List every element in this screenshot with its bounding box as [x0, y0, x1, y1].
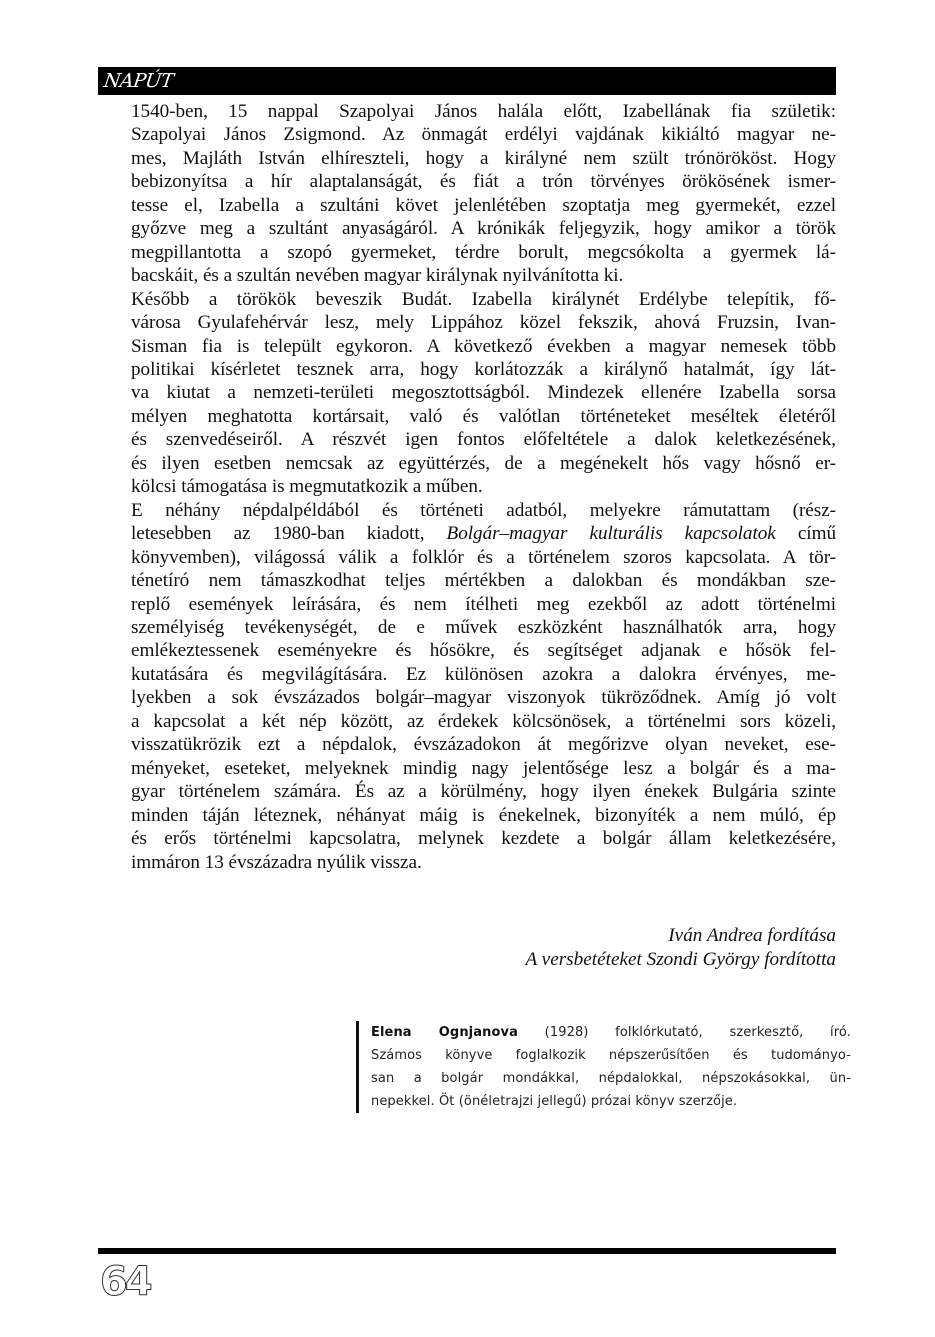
text-line: Szapolyai János Zsigmond. Az önmagát erdélyi vajdának kikiáltó magyar ne-: [131, 124, 836, 146]
paragraph-2: [98, 288, 836, 499]
text-line: visszatükrözik ezt a népdalok, évszázadokon át megőrizve olyan neveket, ese-: [131, 734, 836, 756]
text-line: bacskáit, és a szultán nevében magyar királynak nyilvánította ki.: [131, 265, 624, 287]
text-fragment: című: [775, 523, 836, 545]
text-line: a kapcsolat a két nép között, az érdekek kölcsönösek, a történelmi sors közeli,: [131, 710, 836, 732]
footer-rule: [98, 1248, 836, 1254]
text-line: immáron 13 évszázadra nyúlik vissza.: [131, 851, 422, 873]
bio-line: nepekkel. Öt (önéletrajzi jellegű) prózai könyv szerzője.: [371, 1094, 738, 1109]
text-line: gyar történelem számára. És az a körülmény, hogy ilyen énekek Bulgária szinte: [131, 781, 836, 803]
text-line: tesse el, Izabella a szultáni követ jelenlétében szoptatja meg gyermekét, ezzel: [131, 194, 836, 216]
text-line: bebizonyítsa a hír alaptalanságát, és fiát a trón törvényes örökösének ismer-: [131, 171, 836, 193]
bio-line: [371, 1021, 851, 1044]
text-line: ténetíró nem támaszkodhat teljes mértékben a dalokban és mondákban sze-: [131, 570, 836, 592]
text-line: Sisman fia is települt egykoron. A következő években a magyar nemesek több: [131, 335, 836, 357]
text-line: E néhány népdalpéldából és történeti adatból, melyekre rámutattam (rész-: [131, 499, 836, 521]
text-line: minden táján léteznek, néhányat máig is énekelnek, bizonyíték a nem múló, ép: [131, 804, 836, 826]
text-line: emlékeztessenek eseményekre és hősökre, és segítséget adjanak e hősök fel-: [131, 640, 836, 662]
text-line: mélyen meghatotta kortársait, való és valótlan történeteket meséltek életéről: [131, 405, 836, 427]
text-line: és szenvedéseiről. A részvét igen fontos előfeltétele a dalok keletkezésének,: [131, 429, 836, 451]
text-line: ményeket, eseteket, melyeknek mindig nagy jelentősége lesz a bolgár és a ma-: [131, 757, 836, 779]
text-line: lyekben a sok évszázados bolgár–magyar viszonyok tükröződnek. Amíg jó volt: [131, 687, 836, 709]
text-line: személyiség tevékenységét, de e művek eszközként használhatók arra, hogy: [131, 616, 836, 638]
bio-text: (1928) folklórkutató, szerkesztő, író.: [517, 1025, 851, 1040]
journal-header-bar: [98, 67, 836, 95]
text-line: könyvemben), világossá válik a folklór és a történelem szoros kapcsolata. A tör-: [131, 546, 836, 568]
book-title: Bolgár–magyar kulturális kapcsolatok: [446, 523, 776, 545]
text-line: va kiutat a nemzeti-területi megosztottságból. Mindezek ellenére Izabella sorsa: [131, 382, 836, 404]
text-line-with-title: [98, 522, 836, 545]
text-line: és erős történelmi kapcsolatra, melynek kezdete a bolgár állam keletkezésére,: [131, 828, 836, 850]
journal-logo: NAPÚT: [102, 70, 175, 92]
article-body: [98, 100, 836, 874]
bio-line: san a bolgár mondákkal, népdalokkal, népszokásokkal, ün-: [371, 1071, 851, 1086]
text-line: mes, Majláth István elhíreszteli, hogy a királyné nem szült trónörököst. Hogy: [131, 147, 836, 169]
paragraph-3: [98, 499, 836, 874]
bio-line: Számos könyve foglalkozik népszerűsítően és tudományo-: [371, 1048, 851, 1063]
translator-credit: Iván Andrea fordítása: [668, 925, 836, 946]
paragraph-1: [98, 100, 836, 288]
author-name: Elena Ognjanova: [371, 1025, 518, 1040]
verse-translator-credit: A versbetéteket Szondi György fordította: [525, 949, 836, 970]
text-line: kutatására és megvilágítására. Ez különösen azokra a dalokra érvényes, me-: [131, 663, 836, 685]
author-bio: [356, 1021, 851, 1113]
text-line: városa Gyulafehérvár lesz, mely Lippához közel fekszik, ahová Fruzsin, Ivan-: [131, 312, 836, 334]
text-line: megpillantotta a szopó gyermeket, térdre borult, megcsókolta a gyermek lá-: [131, 241, 836, 263]
text-line: 1540-ben, 15 nappal Szapolyai János halála előtt, Izabellának fia születik:: [131, 101, 836, 122]
translation-credits: [526, 924, 836, 972]
text-line: Később a törökök beveszik Budát. Izabella királynét Erdélybe telepítik, fő-: [131, 288, 836, 310]
text-line: replő események leírására, és nem ítélheti meg ezekből az adott történelmi: [131, 593, 836, 615]
page-number: 64: [100, 1259, 150, 1305]
text-line: győzve meg a szultánt anyaságáról. A krónikák feljegyzik, hogy amikor a török: [131, 218, 836, 240]
text-fragment: letesebben az 1980-ban kiadott,: [131, 523, 447, 545]
text-line: és ilyen esetben nemcsak az együttérzés, de a megénekelt hős vagy hősnő er-: [131, 452, 836, 474]
text-line: kölcsi támogatása is megmutatkozik a műben.: [131, 476, 483, 498]
text-line: politikai kísérletet tesznek arra, hogy korlátozzák a királynő hatalmát, így lát-: [131, 358, 836, 380]
